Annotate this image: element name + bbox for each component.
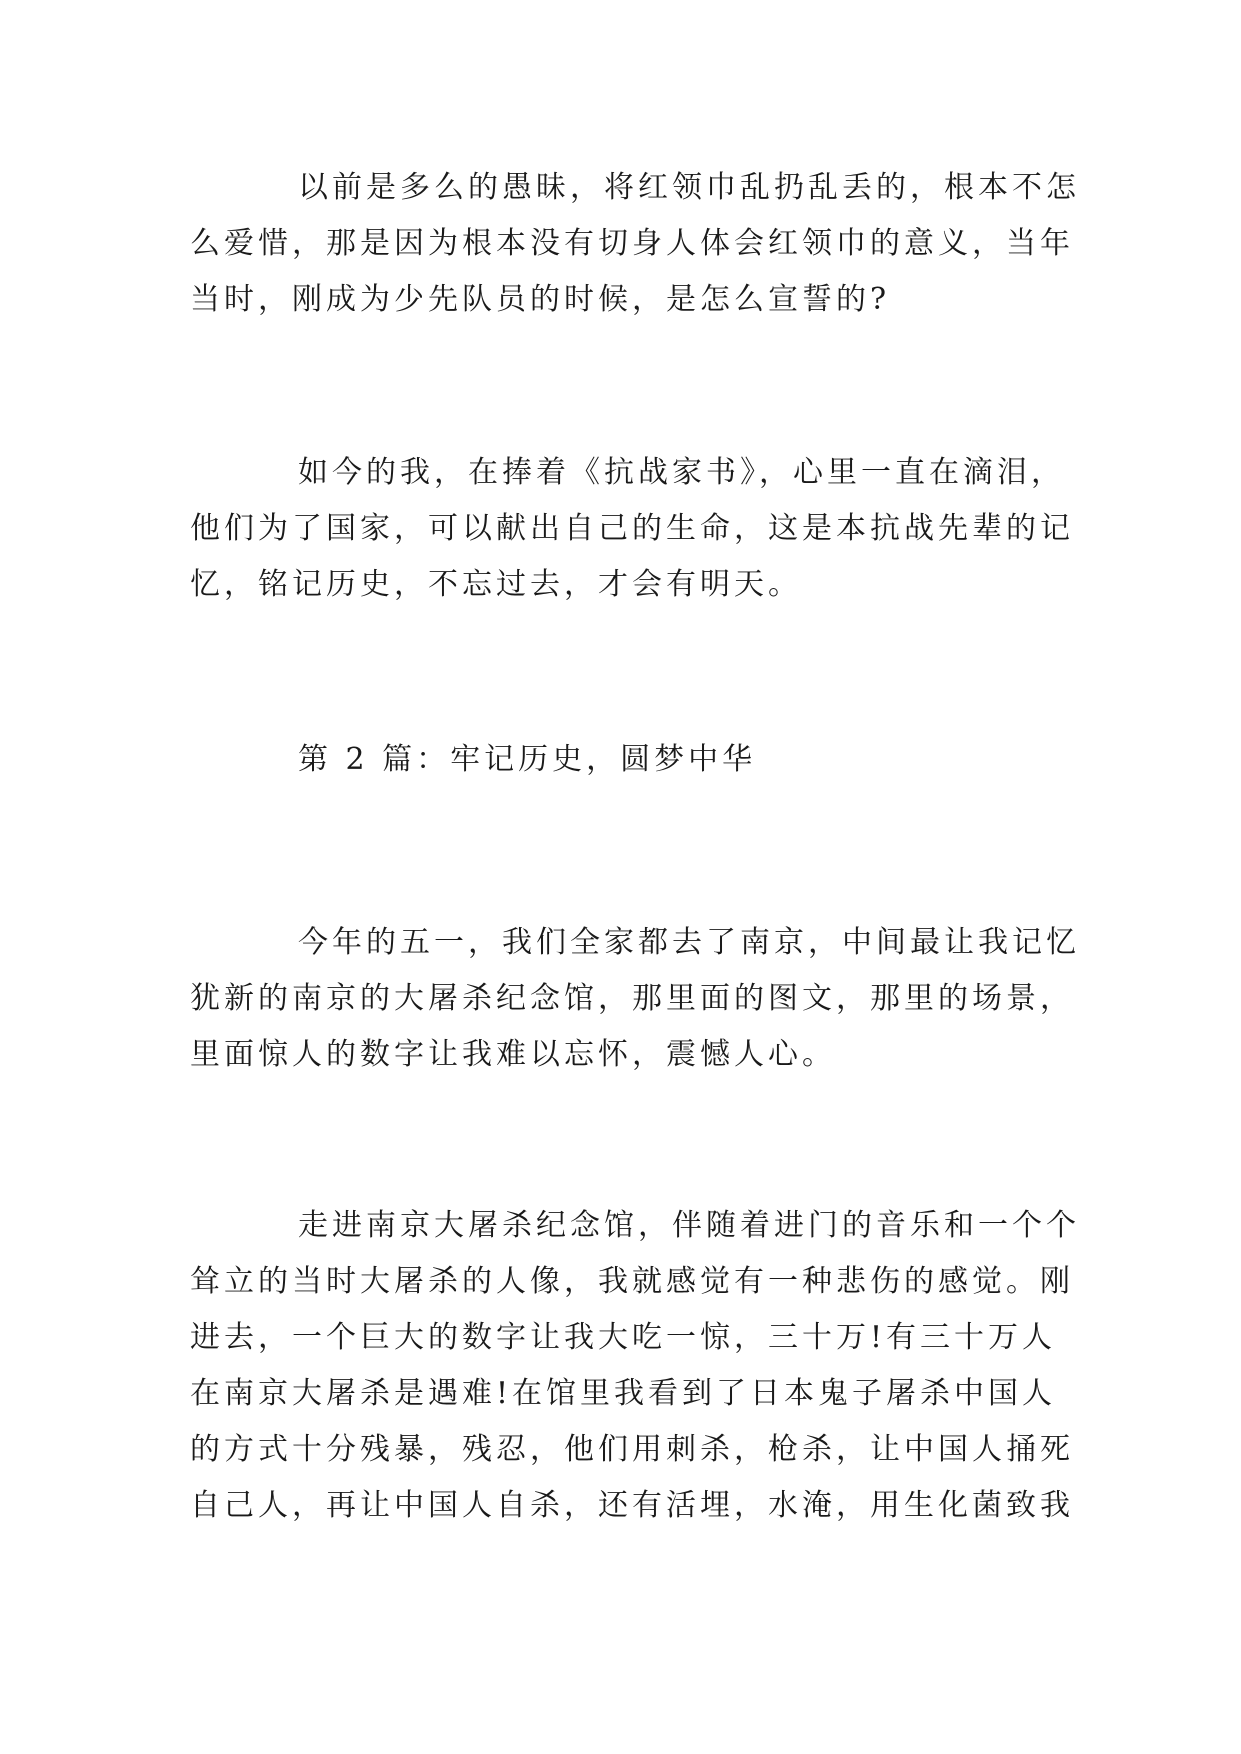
- paragraph-line: 的方式十分残暴，残忍，他们用刺杀，枪杀，让中国人捅死: [190, 1432, 1074, 1467]
- paragraph-line: 忆，铭记历史，不忘过去，才会有明天。: [190, 567, 802, 602]
- paragraph-line: 里面惊人的数字让我难以忘怀，震憾人心。: [190, 1037, 836, 1072]
- paragraph-line: 在南京大屠杀是遇难!在馆里我看到了日本鬼子屠杀中国人: [190, 1376, 1057, 1411]
- paragraph-line: 当时，刚成为少先队员的时候，是怎么宣誓的?: [190, 282, 891, 317]
- paragraph-line: 犹新的南京的大屠杀纪念馆，那里面的图文，那里的场景，: [190, 981, 1074, 1016]
- paragraph-line: 走进南京大屠杀纪念馆，伴随着进门的音乐和一个个: [298, 1208, 1080, 1243]
- paragraph-line: 自己人，再让中国人自杀，还有活埋，水淹，用生化菌致我: [190, 1488, 1074, 1523]
- paragraph-line: 么爱惜，那是因为根本没有切身人体会红领巾的意义，当年: [190, 226, 1074, 261]
- paragraph-line: 以前是多么的愚昧，将红领巾乱扔乱丢的，根本不怎: [298, 170, 1080, 205]
- paragraph-line: 进去，一个巨大的数字让我大吃一惊，三十万!有三十万人: [190, 1320, 1057, 1355]
- paragraph-line: 耸立的当时大屠杀的人像，我就感觉有一种悲伤的感觉。刚: [190, 1264, 1074, 1299]
- paragraph-red-scarf: [190, 160, 1080, 328]
- paragraph-line: 他们为了国家，可以献出自己的生命，这是本抗战先辈的记: [190, 511, 1074, 546]
- paragraph-line: 今年的五一，我们全家都去了南京，中间最让我记忆: [298, 925, 1080, 960]
- paragraph-war-letters: [190, 445, 1074, 613]
- paragraph-line: 如今的我，在捧着《抗战家书》，心里一直在滴泪，: [298, 455, 1065, 490]
- section-heading: [190, 732, 1050, 788]
- section-heading-text: 第 2 篇：牢记历史，圆梦中华: [298, 742, 757, 777]
- paragraph-memorial-hall: [190, 1198, 1080, 1534]
- paragraph-nanjing-trip: [190, 915, 1080, 1083]
